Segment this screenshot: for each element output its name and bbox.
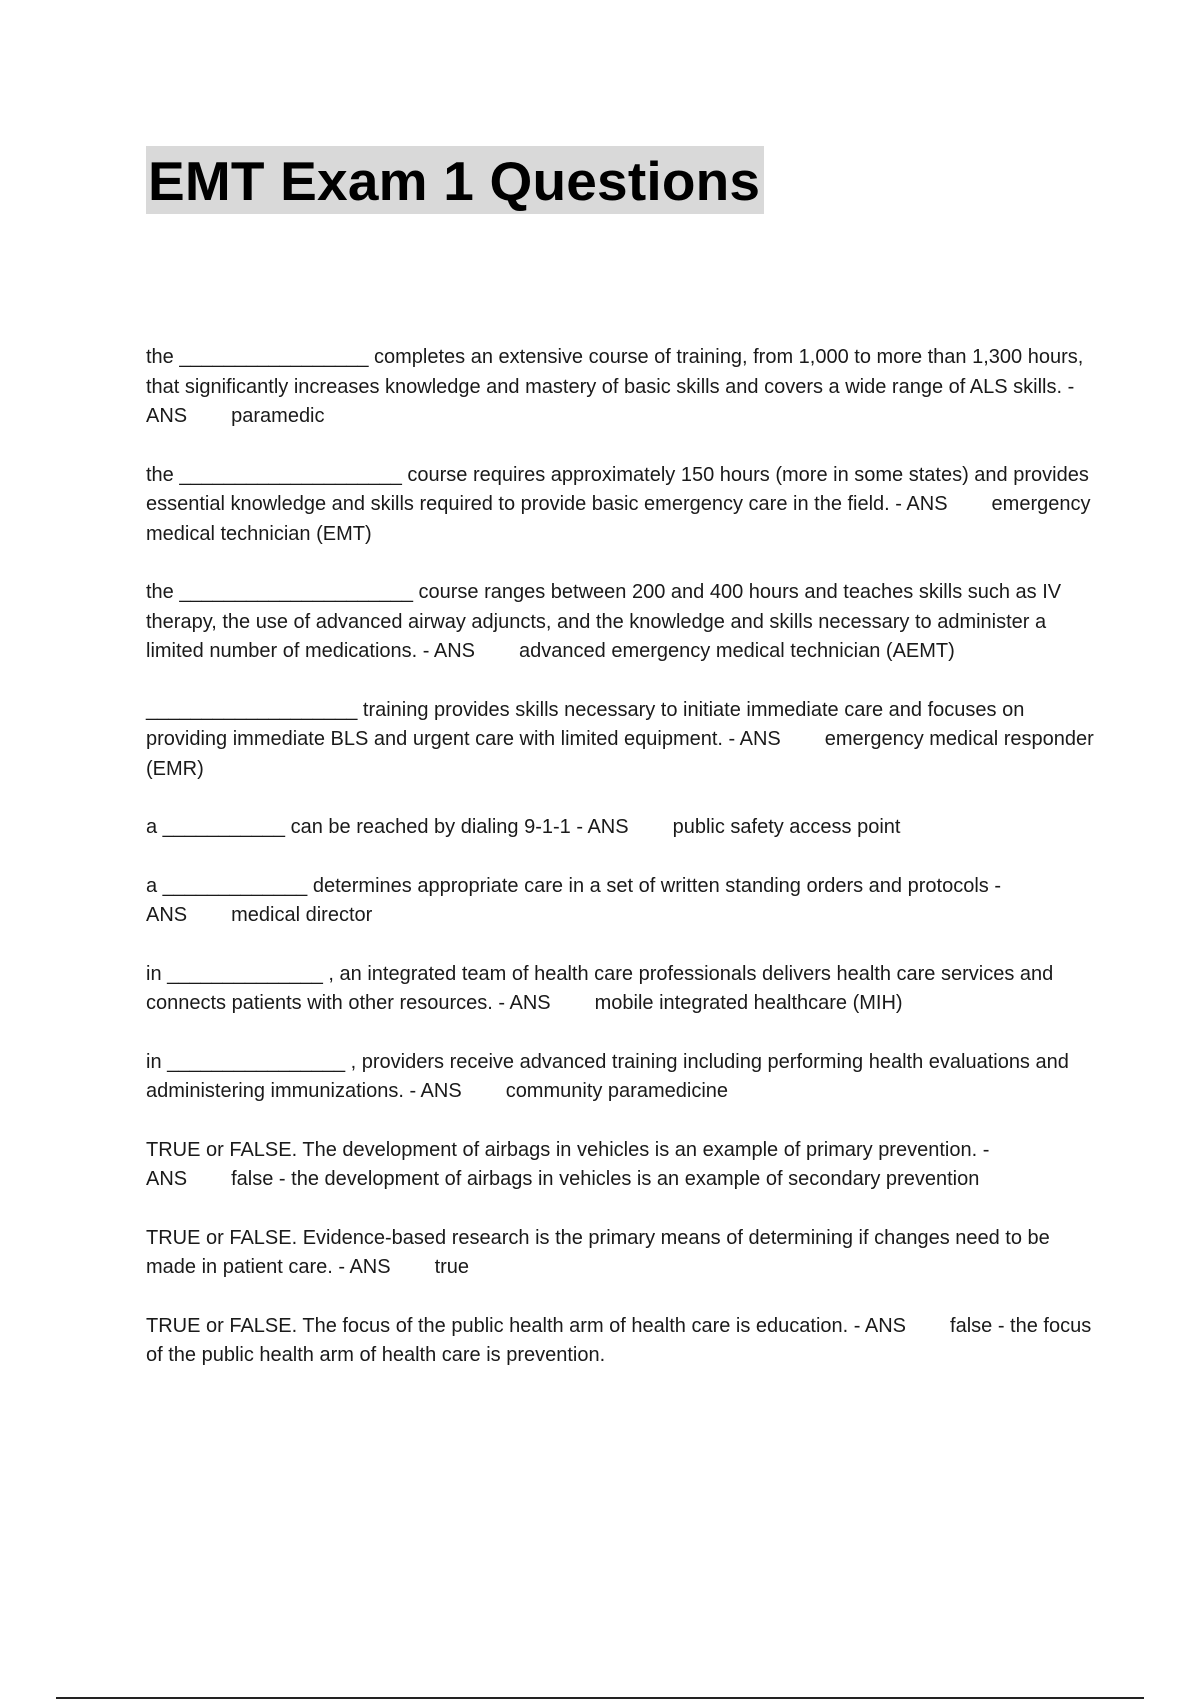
question-text: the _________________ completes an extensive course of training, from 1,000 to more than 1,300 hours, that significantly increases knowledge and mastery of basic skills and covers a wide range of ALS skills. - ANS: [146, 346, 1084, 427]
question-list: [146, 343, 1096, 1400]
answer-text: emergency medical technician (EMT): [146, 493, 1091, 545]
question-text: TRUE or FALSE. The development of airbags in vehicles is an example of primary prevention. - ANS: [146, 1138, 990, 1190]
qa-item: [146, 461, 1096, 550]
question-text: in ________________ , providers receive advanced training including performing health evaluations and administering immunizations. - ANS: [146, 1050, 1069, 1102]
answer-text: false - the development of airbags in vehicles is an example of secondary prevention: [231, 1168, 980, 1190]
page-title: EMT Exam 1 Questions: [146, 146, 764, 214]
answer-text: advanced emergency medical technician (AEMT): [519, 640, 955, 662]
qa-item: [146, 1224, 1096, 1283]
question-text: a _____________ determines appropriate care in a set of written standing orders and protocols - ANS: [146, 874, 1001, 926]
qa-item: [146, 872, 1096, 931]
qa-item: [146, 1136, 1096, 1195]
question-text: the _____________________ course ranges between 200 and 400 hours and teaches skills such as IV therapy, the use of advanced airway adjuncts, and the knowledge and skills necessary to administer a limited number of medications. - ANS: [146, 581, 1062, 662]
question-text: in ______________ , an integrated team of health care professionals delivers health care services and connects patients with other resources. - ANS: [146, 962, 1054, 1014]
answer-text: false - the focus of the public health arm of health care is prevention.: [146, 1314, 1092, 1366]
question-text: TRUE or FALSE. Evidence-based research is the primary means of determining if changes need to be made in patient care. - ANS: [146, 1226, 1050, 1278]
qa-item: [146, 1048, 1096, 1107]
answer-text: public safety access point: [672, 816, 901, 838]
answer-text: paramedic: [231, 405, 325, 427]
footer-divider: [56, 1697, 1144, 1699]
answer-text: medical director: [231, 904, 373, 926]
question-text: TRUE or FALSE. The focus of the public health arm of health care is education. - ANS: [146, 1314, 907, 1337]
answer-text: true: [434, 1256, 470, 1278]
question-text: a ___________ can be reached by dialing 9-1-1 - ANS: [146, 816, 629, 838]
qa-item: [146, 960, 1096, 1019]
qa-item: [146, 578, 1096, 667]
question-text: the ____________________ course requires approximately 150 hours (more in some states) and provides essential knowledge and skills required to provide basic emergency care in the field. - ANS: [146, 463, 1089, 515]
question-text: ___________________ training provides skills necessary to initiate immediate care and focuses on providing immediate BLS and urgent care with limited equipment. - ANS: [146, 698, 1025, 750]
qa-item: [146, 813, 1096, 843]
answer-text: mobile integrated healthcare (MIH): [594, 992, 903, 1014]
answer-text: community paramedicine: [505, 1080, 729, 1102]
qa-item: [146, 343, 1096, 432]
answer-text: emergency medical responder (EMR): [146, 728, 1094, 780]
qa-item: [146, 1312, 1096, 1371]
qa-item: [146, 696, 1096, 785]
